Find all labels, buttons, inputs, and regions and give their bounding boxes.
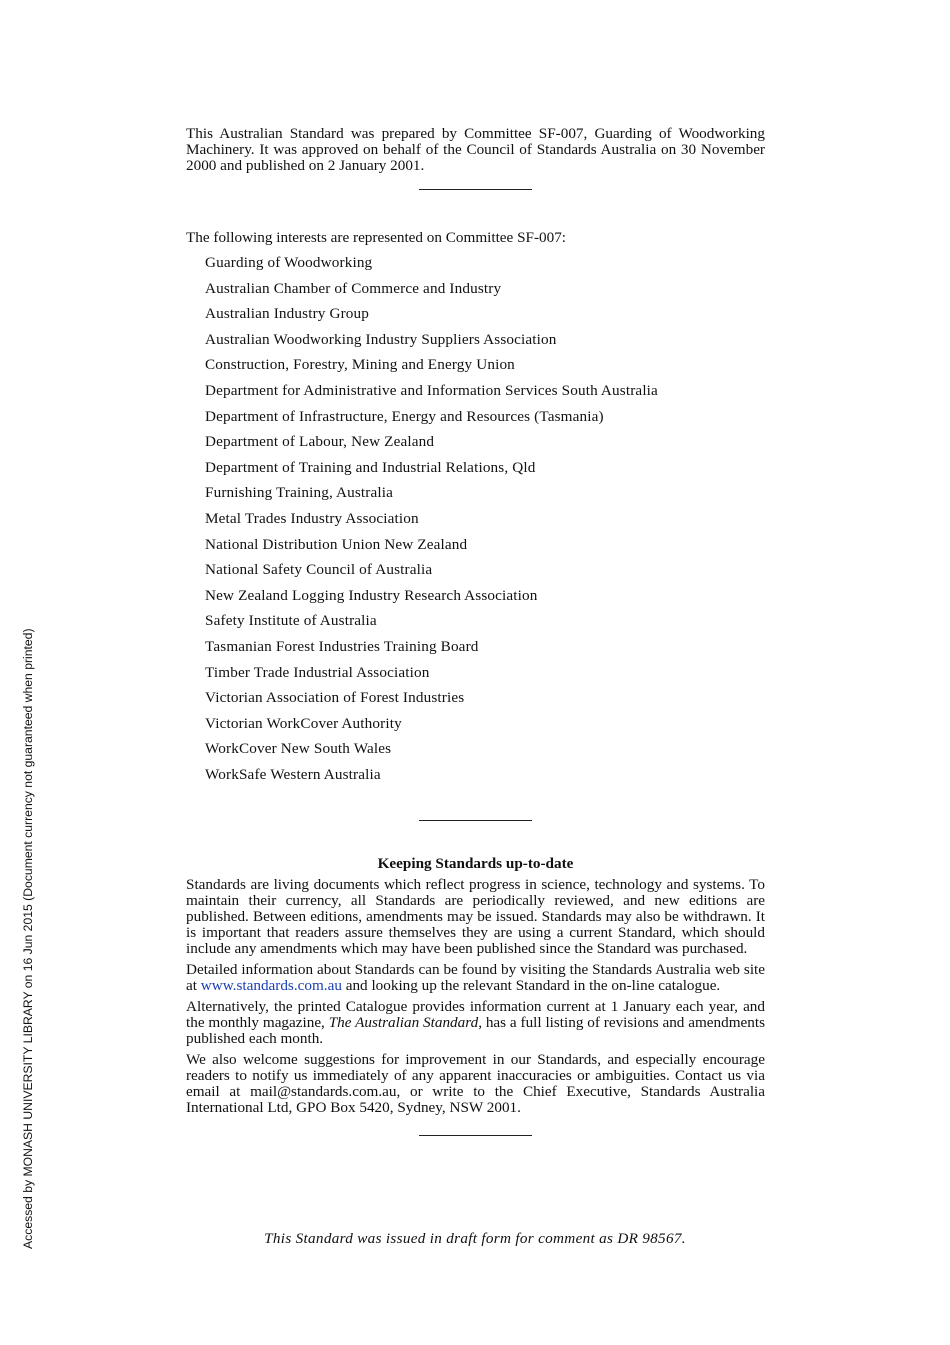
committee-member: Safety Institute of Australia xyxy=(205,612,377,630)
committee-member: Tasmanian Forest Industries Training Board xyxy=(205,637,479,655)
draft-note: This Standard was issued in draft form for comment as DR 98567. xyxy=(264,1230,686,1247)
paragraph-contact: We also welcome suggestions for improvement in our Standards, and especially encourage readers to notify us immediately of any apparent inaccuracies or ambiguities. Contact us via email at mail@standards.com.au, or write to the Chief Executive, Standards Australia International Ltd, GPO Box 5420, Sydney, NSW 2001. xyxy=(186,1051,765,1117)
committee-member: Victorian Association of Forest Industries xyxy=(205,689,465,707)
standards-website-link[interactable]: www.standards.com.au xyxy=(200,977,342,995)
committee-member: Department for Administrative and Information Services South Australia xyxy=(205,381,658,399)
committee-member-list xyxy=(205,255,765,792)
divider-rule xyxy=(419,189,532,190)
committee-member: WorkCover New South Wales xyxy=(205,740,392,758)
text-segment: Alternatively, the printed Catalogue provides information current at 1 January each year, and the monthly magazine, xyxy=(186,998,765,1032)
committee-member: Department of Infrastructure, Energy and Resources (Tasmania) xyxy=(205,407,604,425)
committee-member: Australian Industry Group xyxy=(205,305,370,323)
paragraph-website xyxy=(186,962,765,994)
committee-member: Furnishing Training, Australia xyxy=(205,484,394,502)
committee-member: WorkSafe Western Australia xyxy=(205,765,381,783)
committee-member: Timber Trade Industrial Association xyxy=(205,663,430,681)
divider-rule xyxy=(419,820,532,821)
divider-rule xyxy=(419,1135,532,1136)
text-segment: and looking up the relevant Standard in the on-line catalogue. xyxy=(341,977,721,995)
committee-member: Construction, Forestry, Mining and Energy Union xyxy=(205,356,515,374)
committee-member: Victorian WorkCover Authority xyxy=(205,714,402,732)
committee-member: Australian Chamber of Commerce and Industry xyxy=(205,279,502,297)
committee-member: Australian Woodworking Industry Suppliers Association xyxy=(205,330,557,348)
committee-member: Metal Trades Industry Association xyxy=(205,509,419,527)
committee-intro: The following interests are represented on Committee SF-007: xyxy=(186,229,567,246)
committee-member: National Distribution Union New Zealand xyxy=(205,535,468,553)
text-segment: Detailed information about Standards can be found by visiting the Standards Australia web site at xyxy=(186,961,765,995)
magazine-title: The Australian Standard xyxy=(328,1014,479,1032)
paragraph-catalogue xyxy=(186,999,765,1047)
committee-member: New Zealand Logging Industry Research Association xyxy=(205,586,538,604)
preparation-note: This Australian Standard was prepared by Committee SF-007, Guarding of Woodworking Machinery. It was approved on behalf of the Council of Standards Australia on 30 November 2000 and published on 2 January 2001. xyxy=(186,125,765,174)
committee-member: Department of Training and Industrial Relations, Qld xyxy=(205,458,536,476)
text-segment: , has a full listing of revisions and amendments published each month. xyxy=(186,1014,765,1048)
document-page xyxy=(186,126,765,1136)
access-watermark: Accessed by MONASH UNIVERSITY LIBRARY on 16 Jun 2015 (Document currency not guaranteed when printed) xyxy=(21,628,35,1249)
committee-member: National Safety Council of Australia xyxy=(205,561,433,579)
paragraph-currency: Standards are living documents which reflect progress in science, technology and systems. To maintain their currency, all Standards are periodically reviewed, and new editions are published. Between editions, amendments may be issued. Standards may also be withdrawn. It is important that readers assure themselves they are using a current Standard, which should include any amendments which may have been published since the Standard was purchased. xyxy=(186,876,765,958)
committee-member: Guarding of Woodworking xyxy=(205,254,373,271)
committee-member: Department of Labour, New Zealand xyxy=(205,433,435,451)
section-heading: Keeping Standards up-to-date xyxy=(377,855,574,873)
